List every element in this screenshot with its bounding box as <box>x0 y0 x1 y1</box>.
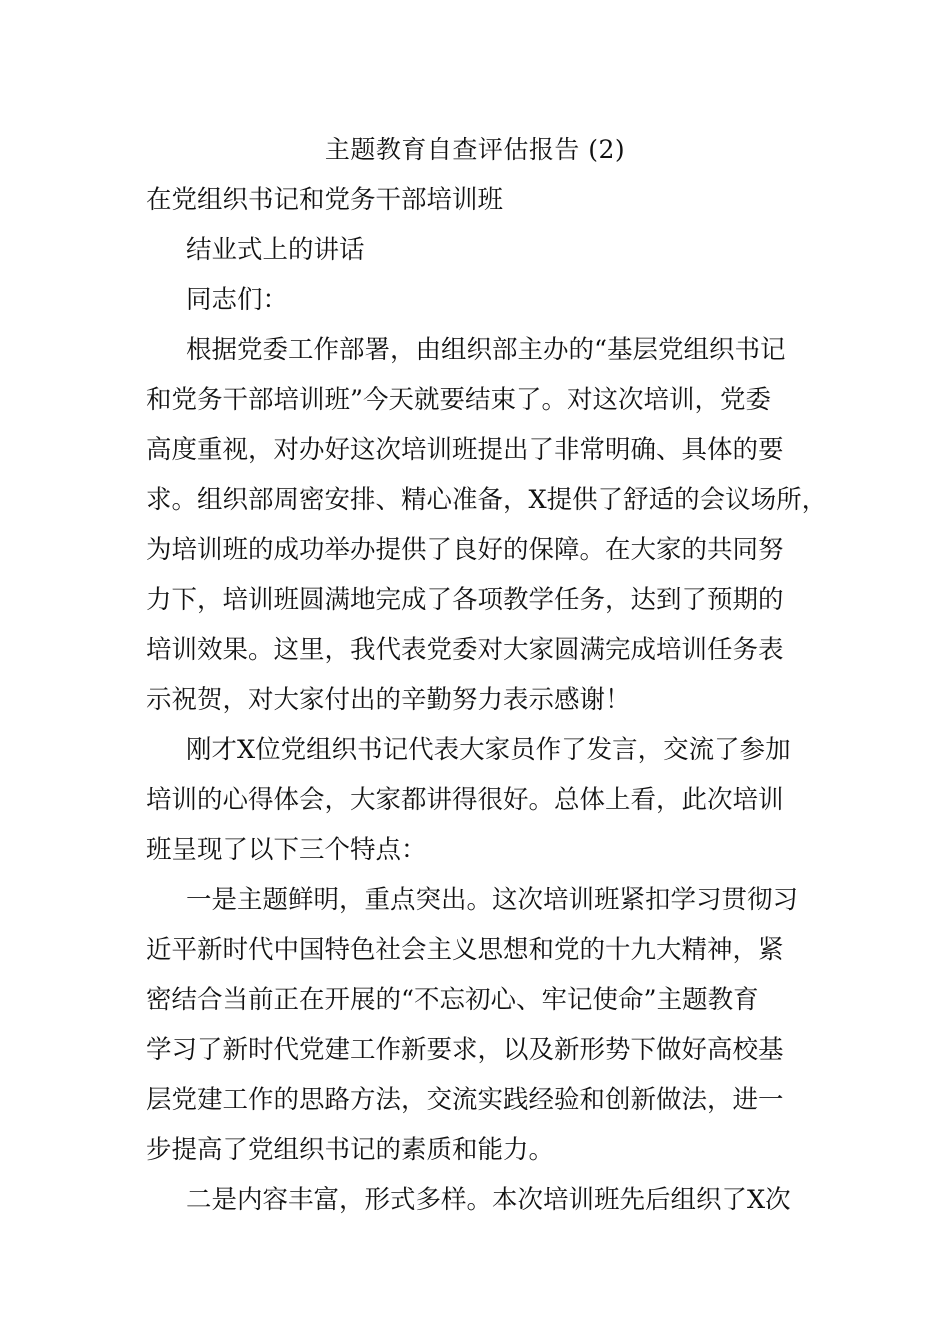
paragraph-line: 一是主题鲜明，重点突出。这次培训班紧扣学习贯彻习 <box>186 885 799 915</box>
paragraph-line: 二是内容丰富，形式多样。本次培训班先后组织了X次 <box>186 1185 791 1215</box>
paragraph-line: 学习了新时代党建工作新要求，以及新形势下做好高校基 <box>146 1035 784 1065</box>
paragraph-line: 根据党委工作部署，由组织部主办的“基层党组织书记 <box>186 335 786 365</box>
paragraph-line: 培训的心得体会，大家都讲得很好。总体上看，此次培训 <box>146 785 784 815</box>
text-line: 在党组织书记和党务干部培训班 <box>146 185 504 215</box>
paragraph-line: 示祝贺，对大家付出的辛勤努力表示感谢！ <box>146 685 631 715</box>
paragraph-line: 培训效果。这里，我代表党委对大家圆满完成培训任务表 <box>146 635 784 665</box>
paragraph-line: 班呈现了以下三个特点： <box>146 835 427 865</box>
paragraph-line: 密结合当前正在开展的“不忘初心、牢记使命”主题教育 <box>146 985 759 1015</box>
paragraph-line: 高度重视，对办好这次培训班提出了非常明确、具体的要 <box>146 435 784 465</box>
paragraph-line: 层党建工作的思路方法，交流实践经验和创新做法，进一 <box>146 1085 784 1115</box>
paragraph-line: 和党务干部培训班”今天就要结束了。对这次培训，党委 <box>146 385 772 415</box>
text-line: 同志们： <box>186 285 289 315</box>
paragraph-line: 力下，培训班圆满地完成了各项教学任务，达到了预期的 <box>146 585 784 615</box>
paragraph-line: 为培训班的成功举办提供了良好的保障。在大家的共同努 <box>146 535 784 565</box>
paragraph-line: 近平新时代中国特色社会主义思想和党的十九大精神，紧 <box>146 935 784 965</box>
paragraph-line: 刚才X位党组织书记代表大家员作了发言，交流了参加 <box>186 735 791 765</box>
paragraph-line: 求。组织部周密安排、精心准备，X提供了舒适的会议场所， <box>146 485 828 515</box>
paragraph-line: 步提高了党组织书记的素质和能力。 <box>146 1135 555 1165</box>
text-line: 结业式上的讲话 <box>186 235 365 265</box>
document-title: 主题教育自查评估报告 (2) <box>324 135 626 164</box>
